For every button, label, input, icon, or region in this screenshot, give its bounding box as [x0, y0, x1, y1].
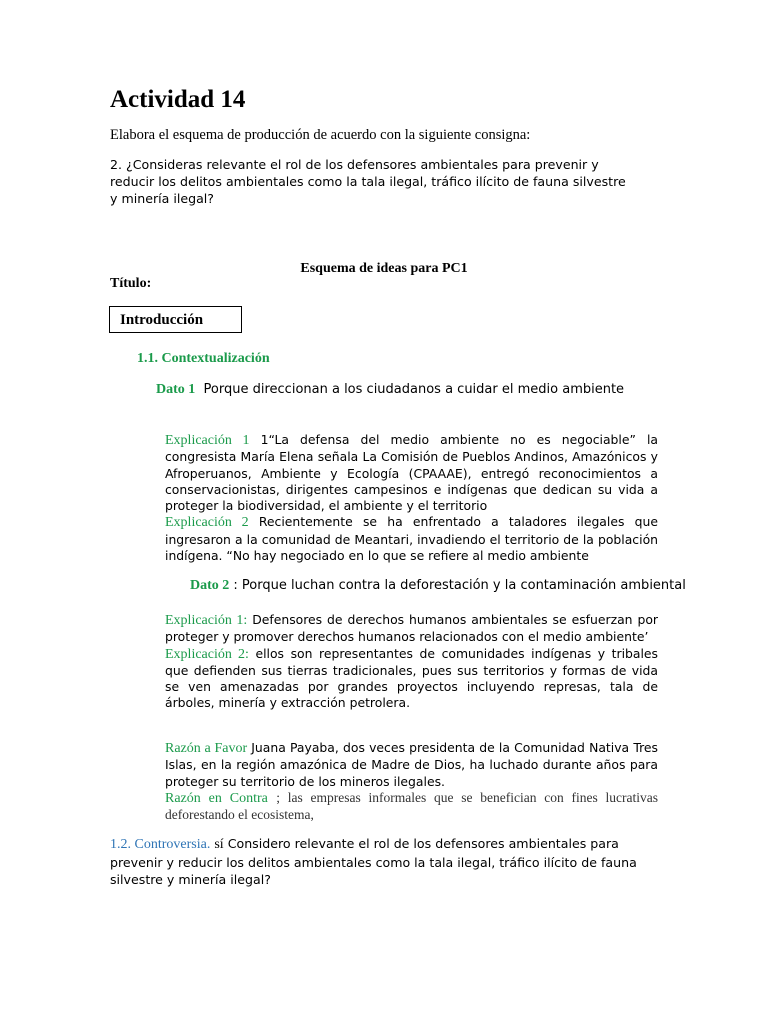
explicacion-1a-label: Explicación 1 [165, 433, 250, 448]
controversia-text: Considero relevante el rol de los defensores ambientales para prevenir y reducir los delitos ambientales como la tala ilegal, tráfico ilícito de fauna silvestre y minería ilegal? [110, 836, 637, 887]
explicacion-2a-text: Recientemente se ha enfrentado a taladores ilegales que ingresaron a la comunidad de Meantari, invadiendo el territorio de la población indígena. “No hay negociado en lo que se refiere al medio ambiente [165, 514, 658, 564]
razon-favor-text: Juana Payaba, dos veces presidenta de la Comunidad Nativa Tres Islas, en la región amazónica de Madre de Dios, ha luchado durante años para proteger su territorio de los mineros ilegales. [165, 740, 658, 789]
razon-favor-label: Razón a Favor [165, 741, 248, 756]
question-text: 2. ¿Consideras relevante el rol de los defensores ambientales para prevenir y reducir los delitos ambientales como la tala ilegal, tráfico ilícito de fauna silvestre y minería ilegal? [110, 157, 626, 206]
explicacion-block-b [165, 612, 658, 712]
esquema-heading-text: Esquema de ideas para PC1 [300, 261, 468, 276]
dato-2-label: Dato 2 [190, 578, 230, 593]
dato-1 [156, 382, 624, 398]
explicacion-2b-label: Explicación 2: [165, 646, 249, 662]
controversia-block [110, 835, 650, 889]
document-title: Actividad 14 [110, 86, 246, 113]
explicacion-2b-text: ellos son representantes de comunidades indígenas y tribales que defienden sus tierras tradicionales, pues sus territorios y formas de vida se ven amenazadas por grandes proyectos incluyendo represas, tala de árboles, minería y extracción petrolera. [165, 645, 658, 711]
explicacion-1a-text: 1“La defensa del medio ambiente no es negociable” la congresista María Elena señala La Comisión de Pueblos Andinos, Amazónicos y Afroperuanos, Ambiente y Ecología (CPAAAE), entregó reconocimientos a conservacionistas, dirigentes campesinos e indígenas que dedican su vida a proteger la biodiversidad, el ambiente y el territorio [165, 432, 658, 514]
introduccion-box: Introducción [109, 306, 242, 333]
explicacion-1b-label: Explicación 1: [165, 613, 248, 628]
dato-1-label: Dato 1 [156, 382, 196, 397]
consigna-text: Elabora el esquema de producción de acuerdo con la siguiente consigna: [110, 127, 531, 143]
explicacion-block-a [165, 432, 658, 564]
controversia-prefix: sí [214, 837, 224, 852]
controversia-label: 1.2. Controversia. [110, 837, 211, 852]
razon-contra-label: Razón en Contra [165, 790, 268, 806]
dato-2 [190, 578, 686, 594]
explicacion-1b-text: Defensores de derechos humanos ambientales se esfuerzan por proteger y promover derechos humanos relacionados con el medio ambiente’ [165, 612, 658, 645]
dato-1-text: Porque direccionan a los ciudadanos a cuidar el medio ambiente [203, 382, 625, 397]
contextualizacion-heading: 1.1. Contextualización [137, 351, 270, 366]
esquema-heading [0, 261, 768, 277]
razon-contra-text: ; las empresas informales que se benefician con fines lucrativas deforestando el ecosistema, [165, 789, 658, 823]
razones-block [165, 740, 658, 823]
dato-2-text: : Porque luchan contra la deforestación y la contaminación ambiental [233, 578, 686, 593]
explicacion-2a-label: Explicación 2 [165, 515, 249, 531]
titulo-label: Título: [110, 276, 152, 291]
